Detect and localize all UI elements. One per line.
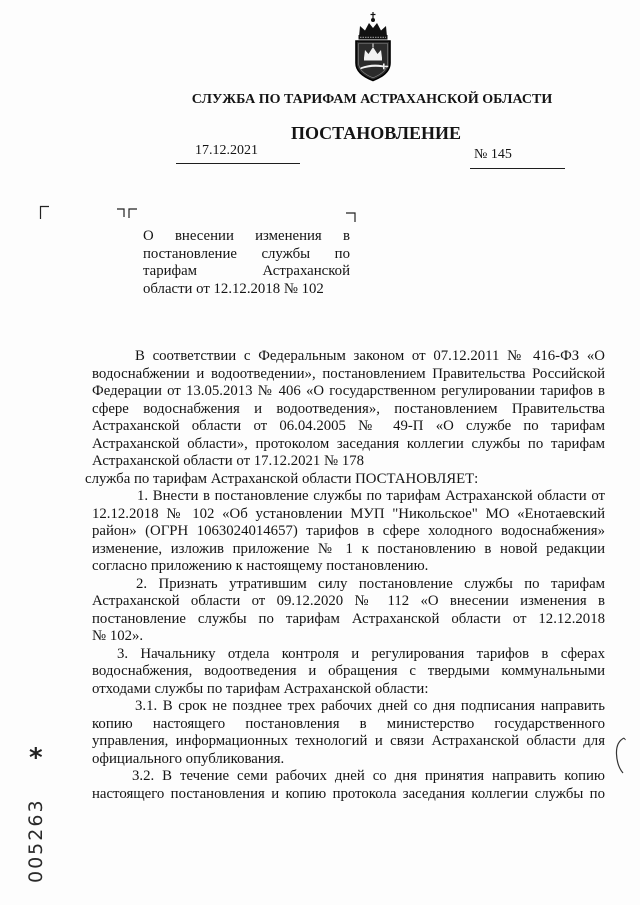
document-number: № 145 <box>474 147 512 162</box>
item-3-2-line: 3.2. В течение семи рабочих дней со дня принятия направить копию <box>132 768 605 784</box>
preamble-line: сфере водоснабжения и водоотведения», постановлением Правительства <box>92 400 605 417</box>
preamble-line: водоснабжении и водоотведении», постановлением Правительства Российской <box>92 365 605 382</box>
item-1-line: район» (ОГРН 1063024014657) тарифов в сфере холодного водоснабжения» <box>92 523 605 539</box>
item-3-2-paragraph <box>0 768 640 803</box>
item-2-line: постановление службы по тарифам Астраханской области от 12.12.2018 <box>92 610 605 627</box>
date-underline <box>176 163 300 164</box>
subject-line: области от 12.12.2018 № 102 <box>143 281 324 298</box>
preamble-line: Федерации от 13.05.2013 № 406 «О государственном регулировании тарифов в <box>92 383 605 399</box>
document-subject <box>143 228 350 299</box>
item-1-line: согласно приложению к настоящему постановлению. <box>92 558 429 574</box>
item-1-line: 1. Внести в постановление службы по тарифам Астраханской области от <box>137 488 605 504</box>
item-3-1-line: копию настоящего постановления в министерство государственного <box>92 715 605 732</box>
preamble-paragraph <box>0 348 640 471</box>
preamble-line: Астраханской области от 17.12.2021 № 178 <box>92 453 365 469</box>
corner-mark-left <box>39 205 51 220</box>
document-date: 17.12.2021 <box>195 143 258 158</box>
item-1-paragraph <box>0 488 640 576</box>
preamble-line: Астраханской области», протоколом заседания коллегии службы по тарифам <box>92 435 605 452</box>
item-2-line: 2. Признать утратившим силу постановление службы по тарифам <box>136 575 605 592</box>
item-3-line: водоснабжения, водоотведения и обращения с твердыми коммунальными <box>92 663 605 679</box>
subject-line: тарифам Астраханской <box>143 263 350 280</box>
resolve-statement-line: служба по тарифам Астраханской области ПОСТАНОВЛЯЕТ: <box>85 470 479 487</box>
organization-title: СЛУЖБА ПО ТАРИФАМ АСТРАХАНСКОЙ ОБЛАСТИ <box>191 92 553 107</box>
document-body <box>0 348 640 803</box>
item-1-line: изменение, изложив приложение № 1 к постановлению в новой редакции <box>92 540 605 557</box>
item-3-1-line: 3.1. В срок не позднее трех рабочих дней со дня подписания направить <box>135 698 605 714</box>
number-underline <box>470 168 565 169</box>
registry-number-stamp: 005263 <box>25 798 47 883</box>
item-3-line: отходами службы по тарифам Астраханской области: <box>92 680 429 697</box>
item-2-line: № 102». <box>92 628 144 644</box>
margin-asterisk: * <box>29 743 43 773</box>
emblem-top-crown <box>359 12 388 40</box>
item-2-paragraph <box>0 576 640 646</box>
item-2-line: Астраханской области от 09.12.2020 № 112 «О внесении изменения в <box>92 593 605 609</box>
corner-mark-subject-end <box>344 210 358 224</box>
resolve-statement <box>0 471 640 489</box>
item-3-1-line: управления, информационных технологий и связи Астраханской области для <box>92 733 605 749</box>
preamble-line: Астраханской области от 06.04.2005 № 49-П «О службе по тарифам <box>92 418 605 434</box>
document-type-title: ПОСТАНОВЛЕНИЕ <box>290 123 462 143</box>
item-3-line: 3. Начальнику отдела контроля и регулирования тарифов в сферах <box>117 645 605 662</box>
item-3-paragraph <box>0 646 640 699</box>
item-1-line: 12.12.2018 № 102 «Об установлении МУП "Никольское" МО «Енотаевский <box>92 505 605 522</box>
item-3-2-line: настоящего постановления и копию протокола заседания коллегии службы по <box>92 785 605 802</box>
subject-line: О внесении изменения в <box>143 228 350 244</box>
coat-of-arms-icon <box>350 12 396 82</box>
subject-line: постановление службы по <box>143 245 350 262</box>
preamble-line: В соответствии с Федеральным законом от 07.12.2011 № 416-ФЗ «О <box>135 348 605 364</box>
corner-mark-subject-start <box>115 206 139 220</box>
item-3-1-paragraph <box>0 698 640 768</box>
margin-bracket-mark <box>613 736 627 776</box>
item-3-1-line: официального опубликования. <box>92 750 285 767</box>
